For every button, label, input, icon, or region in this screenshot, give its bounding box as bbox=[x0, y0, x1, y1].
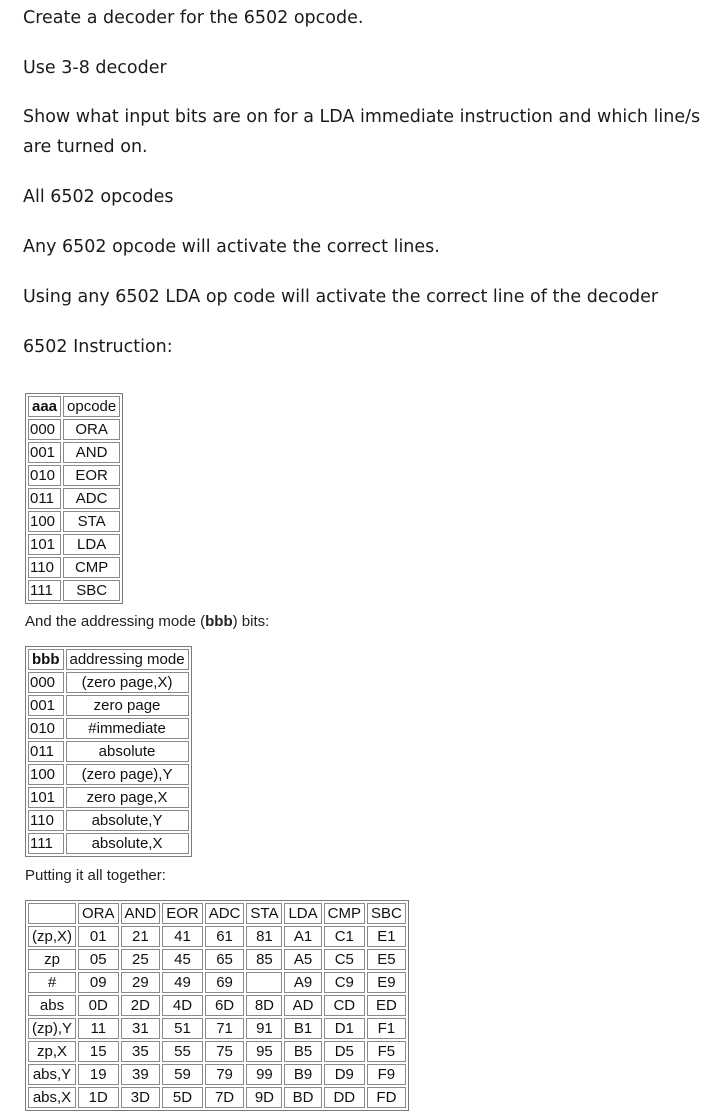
opcode-hex-cell: BD bbox=[284, 1087, 321, 1108]
opcode-hex-cell: C5 bbox=[324, 949, 365, 970]
bbb-table-row bbox=[28, 833, 189, 854]
opcode-cell: AND bbox=[63, 442, 120, 463]
addressing-mode-label-cell: # bbox=[28, 972, 76, 993]
decoder-requirement: Use 3-8 decoder bbox=[23, 58, 167, 78]
task-title: Create a decoder for the 6502 opcode. bbox=[23, 8, 364, 28]
opcode-matrix-row bbox=[28, 1041, 406, 1062]
opcode-hex-cell: B9 bbox=[284, 1064, 321, 1085]
instruction-header-cell: EOR bbox=[162, 903, 203, 924]
opcode-matrix-row bbox=[28, 1087, 406, 1108]
opcode-hex-cell: 8D bbox=[246, 995, 282, 1016]
bbb-table-row bbox=[28, 810, 189, 831]
opcode-hex-cell: 81 bbox=[246, 926, 282, 947]
opcode-hex-cell: C9 bbox=[324, 972, 365, 993]
opcode-hex-cell: 39 bbox=[121, 1064, 161, 1085]
addressing-mode-label-cell: abs,X bbox=[28, 1087, 76, 1108]
opcode-hex-cell: 21 bbox=[121, 926, 161, 947]
opcode-cell: CMP bbox=[63, 557, 120, 578]
bbb-bits-cell: 100 bbox=[28, 764, 64, 785]
bbb-bits-cell: 110 bbox=[28, 810, 64, 831]
aaa-bits-cell: 111 bbox=[28, 580, 61, 601]
addressing-mode-label-cell: zp bbox=[28, 949, 76, 970]
aaa-bits-cell: 001 bbox=[28, 442, 61, 463]
instruction-header-cell: ORA bbox=[78, 903, 119, 924]
activation-note: Any 6502 opcode will activate the correct lines. bbox=[23, 237, 440, 257]
addressing-mode-caption bbox=[25, 613, 269, 630]
opcode-hex-cell: F9 bbox=[367, 1064, 406, 1085]
putting-together-caption: Putting it all together: bbox=[25, 867, 166, 884]
addressing-mode-cell: #immediate bbox=[66, 718, 189, 739]
addressing-mode-label-cell: (zp,X) bbox=[28, 926, 76, 947]
bbb-table-row bbox=[28, 764, 189, 785]
aaa-bits-cell: 000 bbox=[28, 419, 61, 440]
addressing-mode-cell: zero page,X bbox=[66, 787, 189, 808]
opcode-hex-cell: A5 bbox=[284, 949, 321, 970]
caption-bold-bbb: bbb bbox=[205, 613, 233, 630]
opcode-hex-cell: 85 bbox=[246, 949, 282, 970]
aaa-table-header-row bbox=[28, 396, 120, 417]
opcode-hex-cell: A1 bbox=[284, 926, 321, 947]
aaa-header: aaa bbox=[28, 396, 61, 417]
bbb-table-row bbox=[28, 695, 189, 716]
aaa-bits-cell: 011 bbox=[28, 488, 61, 509]
opcode-hex-cell: 11 bbox=[78, 1018, 119, 1039]
opcode-hex-cell: 45 bbox=[162, 949, 203, 970]
opcode-hex-cell: 91 bbox=[246, 1018, 282, 1039]
addressing-mode-cell: (zero page,X) bbox=[66, 672, 189, 693]
opcode-hex-cell: ED bbox=[367, 995, 406, 1016]
opcode-hex-cell: F5 bbox=[367, 1041, 406, 1062]
corner-cell bbox=[28, 903, 76, 924]
aaa-table-row bbox=[28, 442, 120, 463]
instruction-header-cell: AND bbox=[121, 903, 161, 924]
bbb-table-row bbox=[28, 672, 189, 693]
instruction-heading: 6502 Instruction: bbox=[23, 337, 173, 357]
opcode-matrix-table bbox=[25, 900, 409, 1111]
opcode-matrix-row bbox=[28, 1064, 406, 1085]
instruction-header-cell: SBC bbox=[367, 903, 406, 924]
opcode-hex-cell: 59 bbox=[162, 1064, 203, 1085]
addressing-mode-label-cell: zp,X bbox=[28, 1041, 76, 1062]
opcode-matrix-row bbox=[28, 926, 406, 947]
opcode-hex-cell: 7D bbox=[205, 1087, 245, 1108]
opcode-hex-cell: 99 bbox=[246, 1064, 282, 1085]
addressing-mode-label-cell: abs,Y bbox=[28, 1064, 76, 1085]
addressing-mode-header: addressing mode bbox=[66, 649, 189, 670]
opcode-hex-cell: 69 bbox=[205, 972, 245, 993]
addressing-mode-label-cell: abs bbox=[28, 995, 76, 1016]
opcode-matrix-header-row bbox=[28, 903, 406, 924]
opcode-hex-cell: 49 bbox=[162, 972, 203, 993]
opcode-hex-cell: 2D bbox=[121, 995, 161, 1016]
opcode-hex-cell: 35 bbox=[121, 1041, 161, 1062]
opcode-hex-cell: B1 bbox=[284, 1018, 321, 1039]
bbb-bits-cell: 111 bbox=[28, 833, 64, 854]
opcode-hex-cell: C1 bbox=[324, 926, 365, 947]
aaa-table-row bbox=[28, 557, 120, 578]
opcode-hex-cell: 79 bbox=[205, 1064, 245, 1085]
bbb-bits-cell: 101 bbox=[28, 787, 64, 808]
bbb-table-row bbox=[28, 741, 189, 762]
opcode-cell: ORA bbox=[63, 419, 120, 440]
bbb-addressing-table bbox=[25, 646, 192, 857]
aaa-bits-cell: 101 bbox=[28, 534, 61, 555]
aaa-bits-cell: 010 bbox=[28, 465, 61, 486]
opcode-hex-cell: D1 bbox=[324, 1018, 365, 1039]
opcode-matrix-row bbox=[28, 949, 406, 970]
aaa-opcode-table bbox=[25, 393, 123, 604]
opcode-hex-cell: 9D bbox=[246, 1087, 282, 1108]
opcode-hex-cell: 1D bbox=[78, 1087, 119, 1108]
opcode-hex-cell: 05 bbox=[78, 949, 119, 970]
opcode-hex-cell: E5 bbox=[367, 949, 406, 970]
opcode-hex-cell: 3D bbox=[121, 1087, 161, 1108]
opcode-hex-cell: 65 bbox=[205, 949, 245, 970]
addressing-mode-cell: zero page bbox=[66, 695, 189, 716]
opcode-hex-cell: 5D bbox=[162, 1087, 203, 1108]
bbb-bits-cell: 001 bbox=[28, 695, 64, 716]
opcode-hex-cell: FD bbox=[367, 1087, 406, 1108]
opcode-hex-cell: 6D bbox=[205, 995, 245, 1016]
opcode-hex-cell: D5 bbox=[324, 1041, 365, 1062]
bbb-bits-cell: 011 bbox=[28, 741, 64, 762]
aaa-table-row bbox=[28, 580, 120, 601]
opcode-hex-cell: 01 bbox=[78, 926, 119, 947]
lda-requirement: Show what input bits are on for a LDA immediate instruction and which line/s are turned on. bbox=[23, 107, 701, 157]
all-opcodes-note: All 6502 opcodes bbox=[23, 187, 174, 207]
opcode-hex-cell: 61 bbox=[205, 926, 245, 947]
opcode-hex-cell: E1 bbox=[367, 926, 406, 947]
opcode-hex-cell: B5 bbox=[284, 1041, 321, 1062]
addressing-mode-cell: absolute,Y bbox=[66, 810, 189, 831]
opcode-hex-cell: D9 bbox=[324, 1064, 365, 1085]
addressing-mode-cell: absolute bbox=[66, 741, 189, 762]
opcode-header: opcode bbox=[63, 396, 120, 417]
aaa-bits-cell: 100 bbox=[28, 511, 61, 532]
opcode-cell: STA bbox=[63, 511, 120, 532]
opcode-cell: SBC bbox=[63, 580, 120, 601]
opcode-hex-cell: F1 bbox=[367, 1018, 406, 1039]
opcode-matrix-row bbox=[28, 1018, 406, 1039]
opcode-hex-cell: 95 bbox=[246, 1041, 282, 1062]
lda-note: Using any 6502 LDA op code will activate the correct line of the decoder bbox=[23, 287, 659, 307]
addressing-mode-cell: (zero page),Y bbox=[66, 764, 189, 785]
opcode-hex-cell: 31 bbox=[121, 1018, 161, 1039]
opcode-hex-cell: 4D bbox=[162, 995, 203, 1016]
bbb-table-row bbox=[28, 718, 189, 739]
opcode-hex-cell: 75 bbox=[205, 1041, 245, 1062]
opcode-hex-cell: 55 bbox=[162, 1041, 203, 1062]
aaa-bits-cell: 110 bbox=[28, 557, 61, 578]
opcode-hex-cell: 19 bbox=[78, 1064, 119, 1085]
opcode-cell: EOR bbox=[63, 465, 120, 486]
bbb-header: bbb bbox=[28, 649, 64, 670]
opcode-cell: ADC bbox=[63, 488, 120, 509]
opcode-hex-cell: AD bbox=[284, 995, 321, 1016]
instruction-header-cell: CMP bbox=[324, 903, 365, 924]
aaa-table-row bbox=[28, 465, 120, 486]
bbb-table-header-row bbox=[28, 649, 189, 670]
opcode-hex-cell: 09 bbox=[78, 972, 119, 993]
opcode-hex-cell: DD bbox=[324, 1087, 365, 1108]
opcode-hex-cell: A9 bbox=[284, 972, 321, 993]
opcode-hex-cell bbox=[246, 972, 282, 993]
instruction-header-cell: STA bbox=[246, 903, 282, 924]
opcode-matrix-row bbox=[28, 995, 406, 1016]
opcode-cell: LDA bbox=[63, 534, 120, 555]
opcode-hex-cell: 25 bbox=[121, 949, 161, 970]
instruction-header-cell: ADC bbox=[205, 903, 245, 924]
opcode-hex-cell: E9 bbox=[367, 972, 406, 993]
opcode-hex-cell: 15 bbox=[78, 1041, 119, 1062]
opcode-hex-cell: CD bbox=[324, 995, 365, 1016]
addressing-mode-label-cell: (zp),Y bbox=[28, 1018, 76, 1039]
opcode-hex-cell: 0D bbox=[78, 995, 119, 1016]
opcode-hex-cell: 51 bbox=[162, 1018, 203, 1039]
addressing-mode-cell: absolute,X bbox=[66, 833, 189, 854]
opcode-matrix-row bbox=[28, 972, 406, 993]
aaa-table-row bbox=[28, 534, 120, 555]
opcode-hex-cell: 71 bbox=[205, 1018, 245, 1039]
caption-text-after: ) bits: bbox=[232, 613, 270, 630]
aaa-table-row bbox=[28, 511, 120, 532]
opcode-hex-cell: 29 bbox=[121, 972, 161, 993]
bbb-bits-cell: 010 bbox=[28, 718, 64, 739]
bbb-table-row bbox=[28, 787, 189, 808]
caption-text-before: And the addressing mode ( bbox=[25, 613, 206, 630]
aaa-table-row bbox=[28, 419, 120, 440]
opcode-hex-cell: 41 bbox=[162, 926, 203, 947]
bbb-bits-cell: 000 bbox=[28, 672, 64, 693]
aaa-table-row bbox=[28, 488, 120, 509]
instruction-header-cell: LDA bbox=[284, 903, 321, 924]
